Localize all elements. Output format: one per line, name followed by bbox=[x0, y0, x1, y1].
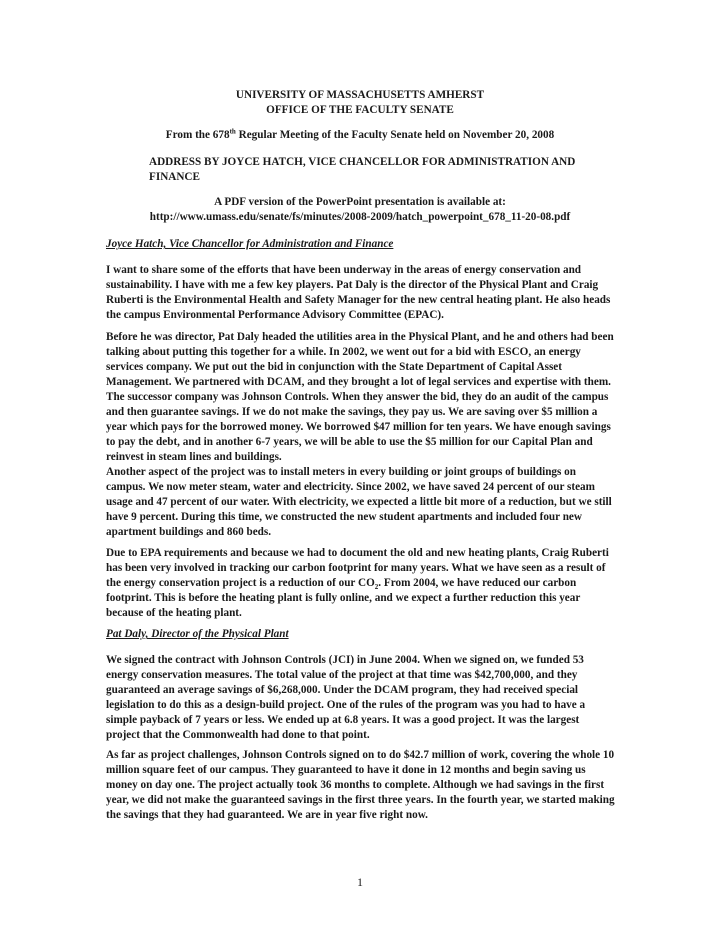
page-number: 1 bbox=[357, 875, 363, 889]
co2-subscript: 2 bbox=[374, 583, 379, 592]
paragraph-text: Due to EPA requirements and because we had to document the old and new heating plants, Craig Ruberti has been very involved in tracking our carbon footprint for many years. What we have seen as a result of the energy conservation project is a reduction of our CO bbox=[106, 547, 609, 589]
paragraph-text: . From 2004, we have reduced our carbon footprint. This is before the heating plant is fully online, and we expect a further reduction this year because of the heating plant. bbox=[106, 577, 581, 619]
paragraph bbox=[106, 546, 616, 621]
paragraph: Before he was director, Pat Daly headed the utilities area in the Physical Plant, and he and others had been talking about putting this together for a while. In 2002, we went out for a bid with ESCO, an energy services company. We put out the bid in conjunction with the State Department of Capital Asset Management. We partnered with DCAM, and they brought a lot of legal services and expertise with them. The successor company was Johnson Controls. When they answer the bid, they do an audit of the campus and then guarantee savings. If we do not make the savings, they pay us. We are saving over $5 million a year which pays for the borrowed money. We borrowed $47 million for ten years. We have enough savings to pay the debt, and in another 6-7 years, we will be able to use the $5 million for our Capital Plan and reinvest in steam lines and buildings. bbox=[106, 331, 614, 463]
section-heading-hatch: Joyce Hatch, Vice Chancellor for Administration and Finance bbox=[106, 238, 394, 250]
meeting-line-pre: From the 678 bbox=[165, 129, 230, 141]
paragraph: I want to share some of the efforts that have been underway in the areas of energy conservation and sustainability. I have with me a few key players. Pat Daly is the director of the Physical Plant and Craig Ruberti is the Environmental Health and Safety Manager for the new central heating plant. He also heads the campus Environmental Performance Advisory Committee (EPAC). bbox=[106, 264, 611, 321]
meeting-line-post: Regular Meeting of the Faculty Senate held on November 20, 2008 bbox=[235, 129, 555, 141]
office-title: OFFICE OF THE FACULTY SENATE bbox=[266, 104, 454, 116]
pdf-note: A PDF version of the PowerPoint presentation is available at: bbox=[214, 196, 506, 208]
paragraph: As far as project challenges, Johnson Controls signed on to do $42.7 million of work, covering the whole 10 million square feet of our campus. They guaranteed to have it done in 12 months and begin saving us money on day one. The project actually took 36 months to complete. Although we had savings in the first year, we did not make the guaranteed savings in the first three years. In the fourth year, we started making the savings that they had guaranteed. We are in year five right now. bbox=[106, 749, 615, 821]
paragraph: Another aspect of the project was to install meters in every building or joint groups of buildings on campus. We now meter steam, water and electricity. Since 2002, we have saved 24 percent of our steam usage and 47 percent of our water. With electricity, we expected a little bit more of a reduction, but we still have 9 percent. During this time, we constructed the new student apartments and included four new apartment buildings and 860 beds. bbox=[106, 466, 612, 538]
meeting-line bbox=[0, 128, 720, 143]
meeting-line-sup: th bbox=[229, 127, 236, 136]
institution-title: UNIVERSITY OF MASSACHUSETTS AMHERST bbox=[235, 89, 485, 101]
pdf-url-link[interactable]: http://www.umass.edu/senate/fs/minutes/2008-2009/hatch_powerpoint_678_11-20-08.pdf bbox=[149, 211, 571, 223]
paragraph: We signed the contract with Johnson Controls (JCI) in June 2004. When we signed on, we funded 53 energy conservation measures. The total value of the project at that time was $42,700,000, and they guaranteed an average savings of $6,268,000. Under the DCAM program, they had received special legislation to do this as a design-build project. One of the rules of the program was you had to have a simple payback of 7 years or less. We ended up at 6.8 years. It was a good project. It was the largest project that the Commonwealth had done to that point. bbox=[106, 654, 586, 741]
section-heading-daly: Pat Daly, Director of the Physical Plant bbox=[106, 628, 289, 640]
address-title: ADDRESS BY JOYCE HATCH, VICE CHANCELLOR FOR ADMINISTRATION AND FINANCE bbox=[149, 156, 576, 183]
